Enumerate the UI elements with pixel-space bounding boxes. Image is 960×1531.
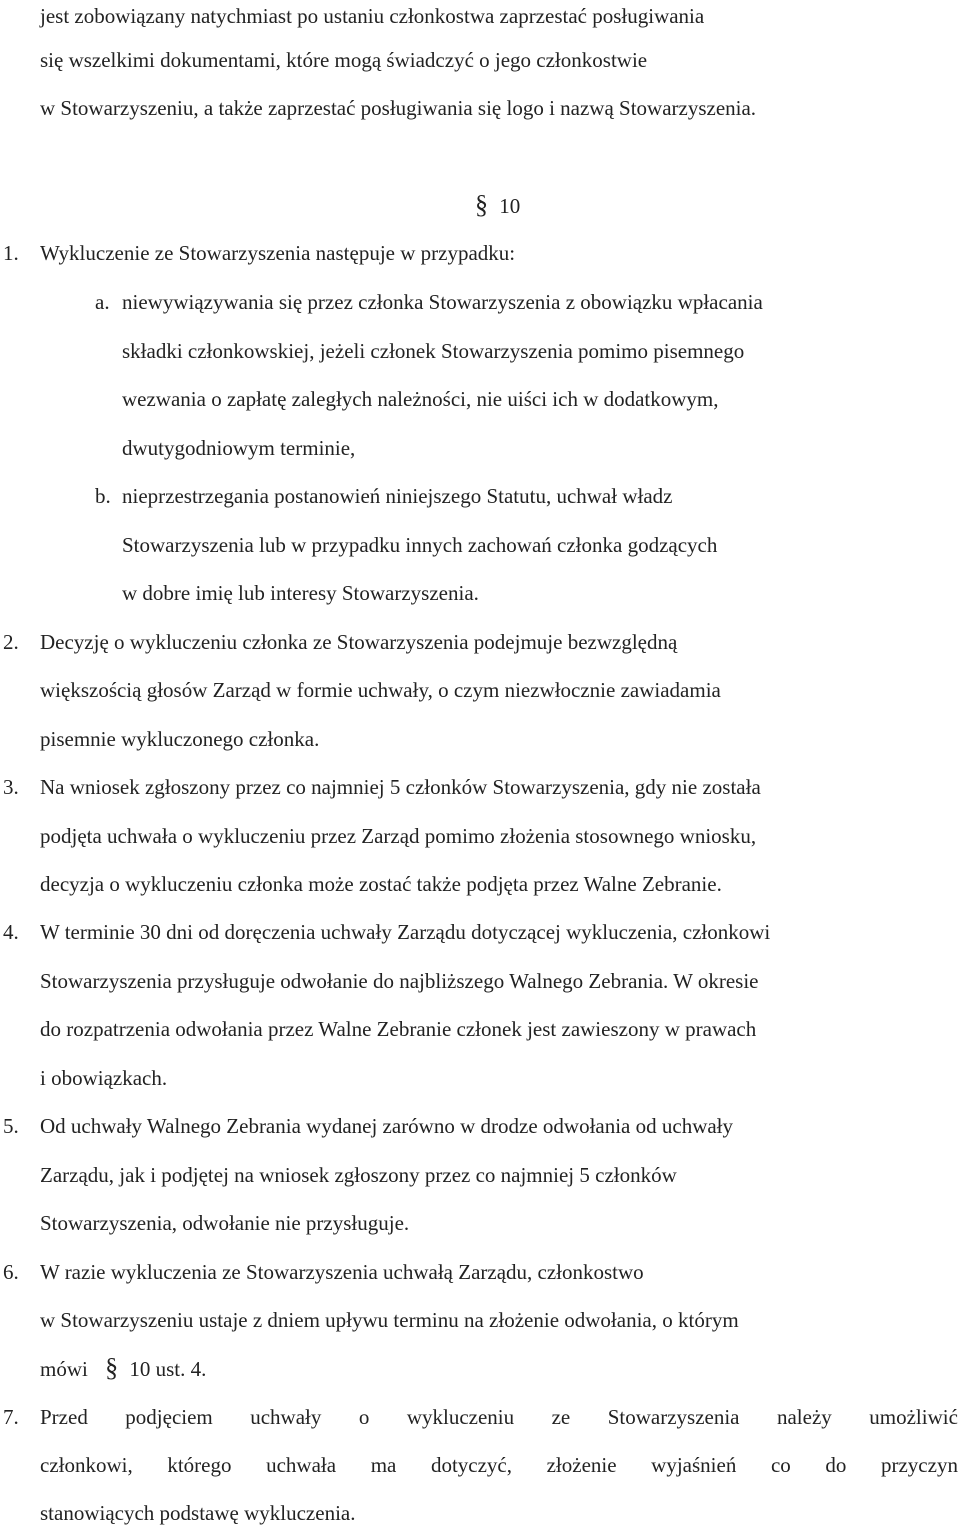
word: przyczyn bbox=[880, 1453, 958, 1477]
sub-item-text: składki członkowskiej, jeżeli członek Stowarzyszenia pomimo pisemnego bbox=[122, 339, 745, 363]
word: członkowi, bbox=[40, 1453, 133, 1477]
item-text-justified bbox=[40, 1452, 958, 1478]
word: umożliwić bbox=[869, 1405, 958, 1429]
item-number: 6. bbox=[3, 1260, 19, 1284]
item-text: i obowiązkach. bbox=[40, 1066, 168, 1090]
item-text-justified bbox=[40, 1404, 958, 1430]
item-text: w Stowarzyszeniu ustaje z dniem upływu terminu na złożenie odwołania, o którym bbox=[40, 1308, 739, 1332]
word: dotyczyć, bbox=[430, 1453, 512, 1477]
item-number: 2. bbox=[3, 630, 19, 654]
item-text: do rozpatrzenia odwołania przez Walne Zebranie członek jest zawieszony w prawach bbox=[40, 1017, 757, 1041]
section-symbol: § bbox=[105, 1353, 119, 1382]
item-text: Od uchwały Walnego Zebrania wydanej zarówno w drodze odwołania od uchwały bbox=[40, 1114, 734, 1138]
word: wyjaśnień bbox=[651, 1453, 737, 1477]
word: co bbox=[770, 1453, 791, 1477]
sub-item-text: nieprzestrzegania postanowień niniejszego Statutu, uchwał władz bbox=[122, 484, 673, 508]
item-text: Stowarzyszenia, odwołanie nie przysługuje. bbox=[40, 1211, 410, 1235]
sub-item-text: Stowarzyszenia lub w przypadku innych zachowań członka godzących bbox=[122, 533, 718, 557]
sub-item-text: dwutygodniowym terminie, bbox=[122, 436, 356, 460]
sub-item-text: w dobre imię lub interesy Stowarzyszenia. bbox=[122, 581, 479, 605]
item-text: W terminie 30 dni od doręczenia uchwały Zarządu dotyczącej wykluczenia, członkowi bbox=[40, 920, 771, 944]
item-text: W razie wykluczenia ze Stowarzyszenia uchwałą Zarządu, członkostwo bbox=[40, 1260, 644, 1284]
word: uchwała bbox=[266, 1453, 337, 1477]
intro-line: w Stowarzyszeniu, a także zaprzestać posługiwania się logo i nazwą Stowarzyszenia. bbox=[40, 96, 757, 120]
item-number: 1. bbox=[3, 241, 19, 265]
item-text: Decyzję o wykluczeniu członka ze Stowarzyszenia podejmuje bezwzględną bbox=[40, 630, 678, 654]
item-text: Wykluczenie ze Stowarzyszenia następuje w przypadku: bbox=[40, 241, 516, 265]
word: do bbox=[825, 1453, 847, 1477]
item-text: podjęta uchwała o wykluczeniu przez Zarząd pomimo złożenia stosownego wniosku, bbox=[40, 824, 757, 848]
word: o bbox=[358, 1405, 370, 1429]
sub-item-text: niewywiązywania się przez członka Stowarzyszenia z obowiązku wpłacania bbox=[122, 290, 763, 314]
item-text-reference bbox=[40, 1355, 206, 1382]
item-text: Stowarzyszenia przysługuje odwołanie do najbliższego Walnego Zebrania. W okresie bbox=[40, 969, 759, 993]
word: należy bbox=[776, 1405, 832, 1429]
word: Stowarzyszenia bbox=[607, 1405, 740, 1429]
word: ze bbox=[551, 1405, 571, 1429]
word: wykluczeniu bbox=[406, 1405, 515, 1429]
section-heading bbox=[475, 192, 520, 219]
word: złożenie bbox=[546, 1453, 617, 1477]
item-text: stanowiących podstawę wykluczenia. bbox=[40, 1501, 356, 1525]
item-text: pisemnie wykluczonego członka. bbox=[40, 727, 320, 751]
word: ma bbox=[370, 1453, 397, 1477]
item-text: decyzja o wykluczeniu członka może zostać także podjęta przez Walne Zebranie. bbox=[40, 872, 722, 896]
sub-item-text: wezwania o zapłatę zaległych należności, nie uiści ich w dodatkowym, bbox=[122, 387, 719, 411]
item-number: 3. bbox=[3, 775, 19, 799]
sub-item-letter: a. bbox=[95, 290, 110, 314]
section-symbol: § bbox=[475, 190, 488, 219]
word: uchwały bbox=[250, 1405, 322, 1429]
reference-after: 10 ust. 4. bbox=[129, 1357, 207, 1381]
intro-line: jest zobowiązany natychmiast po ustaniu członkostwa zaprzestać posługiwania bbox=[40, 4, 705, 28]
word: Przed bbox=[40, 1405, 88, 1429]
item-number: 4. bbox=[3, 920, 19, 944]
item-text: Na wniosek zgłoszony przez co najmniej 5 członków Stowarzyszenia, gdy nie została bbox=[40, 775, 761, 799]
section-number: 10 bbox=[499, 194, 521, 218]
item-number: 5. bbox=[3, 1114, 19, 1138]
item-text: większością głosów Zarząd w formie uchwały, o czym niezwłocznie zawiadamia bbox=[40, 678, 721, 702]
word: którego bbox=[167, 1453, 232, 1477]
item-number: 7. bbox=[3, 1405, 19, 1429]
word: podjęciem bbox=[125, 1405, 213, 1429]
reference-before: mówi bbox=[40, 1357, 88, 1381]
sub-item-letter: b. bbox=[95, 484, 111, 508]
intro-line: się wszelkimi dokumentami, które mogą świadczyć o jego członkostwie bbox=[40, 48, 648, 72]
item-text: Zarządu, jak i podjętej na wniosek zgłoszony przez co najmniej 5 członków bbox=[40, 1163, 677, 1187]
